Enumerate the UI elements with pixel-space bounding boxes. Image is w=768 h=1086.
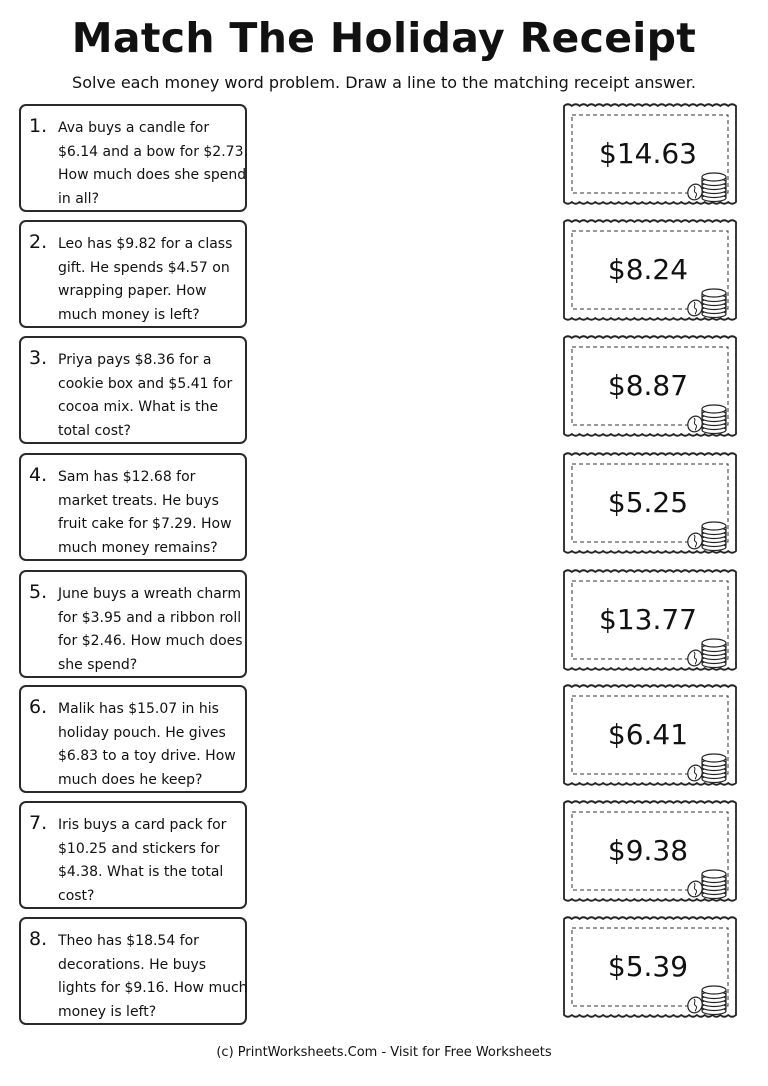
receipt-amount: $9.38 xyxy=(607,834,689,867)
receipt-card xyxy=(562,568,742,674)
receipt-card xyxy=(562,683,742,789)
coin-stack-icon xyxy=(686,979,730,1015)
receipt-amount: $6.41 xyxy=(607,718,689,751)
receipt-card xyxy=(562,799,742,905)
problem-text: Priya pays $8.36 for a cookie box and $5.41 for cocoa mix. What is the total cost? xyxy=(58,352,233,439)
problem-card xyxy=(19,104,247,212)
receipt-card xyxy=(562,334,742,440)
problem-card xyxy=(19,801,247,909)
problem-number: 3. xyxy=(29,347,48,369)
problem-text: Iris buys a card pack for $10.25 and stickers for $4.38. What is the total cost? xyxy=(58,817,227,904)
problem-number: 6. xyxy=(29,696,48,718)
problem-card xyxy=(19,685,247,793)
problem-number: 1. xyxy=(29,115,48,137)
problem-card xyxy=(19,570,247,678)
receipt-card xyxy=(562,218,742,324)
problem-card xyxy=(19,917,247,1025)
receipt-amount: $5.39 xyxy=(607,950,689,983)
problem-card xyxy=(19,453,247,561)
coin-stack-icon xyxy=(686,863,730,899)
receipt-amount: $14.63 xyxy=(599,137,697,170)
worksheet-title: Match The Holiday Receipt xyxy=(71,14,697,62)
problem-text: Theo has $18.54 for decorations. He buys lights for $9.16. How much money is left? xyxy=(58,933,248,1020)
problem-number: 8. xyxy=(29,928,48,950)
problem-text: June buys a wreath charm for $3.95 and a ribbon roll for $2.46. How much does she spend? xyxy=(58,586,243,673)
coin-stack-icon xyxy=(686,747,730,783)
problem-number: 5. xyxy=(29,581,48,603)
receipt-card xyxy=(562,451,742,557)
receipt-amount: $5.25 xyxy=(607,486,689,519)
problem-number: 2. xyxy=(29,231,48,253)
problem-text: Sam has $12.68 for market treats. He buys fruit cake for $7.29. How much money remains? xyxy=(58,469,232,556)
coin-stack-icon xyxy=(686,398,730,434)
receipt-card xyxy=(562,102,742,208)
instructions: Solve each money word problem. Draw a line to the matching receipt answer. xyxy=(72,73,696,92)
receipt-amount: $13.77 xyxy=(599,603,697,636)
problem-number: 7. xyxy=(29,812,48,834)
coin-stack-icon xyxy=(686,515,730,551)
problem-number: 4. xyxy=(29,464,48,486)
receipt-card xyxy=(562,915,742,1021)
receipt-amount: $8.87 xyxy=(607,369,689,402)
coin-stack-icon xyxy=(686,282,730,318)
problem-text: Ava buys a candle for $6.14 and a bow for $2.73. How much does she spend in all? xyxy=(58,120,248,207)
problem-text: Malik has $15.07 in his holiday pouch. He gives $6.83 to a toy drive. How much does he keep? xyxy=(58,701,236,788)
receipt-amount: $8.24 xyxy=(607,253,689,286)
problem-card xyxy=(19,220,247,328)
coin-stack-icon xyxy=(686,166,730,202)
coin-stack-icon xyxy=(686,632,730,668)
footer-credit: (c) PrintWorksheets.Com - Visit for Free Worksheets xyxy=(216,1045,552,1060)
problem-card xyxy=(19,336,247,444)
problem-text: Leo has $9.82 for a class gift. He spends $4.57 on wrapping paper. How much money is left? xyxy=(58,236,233,323)
